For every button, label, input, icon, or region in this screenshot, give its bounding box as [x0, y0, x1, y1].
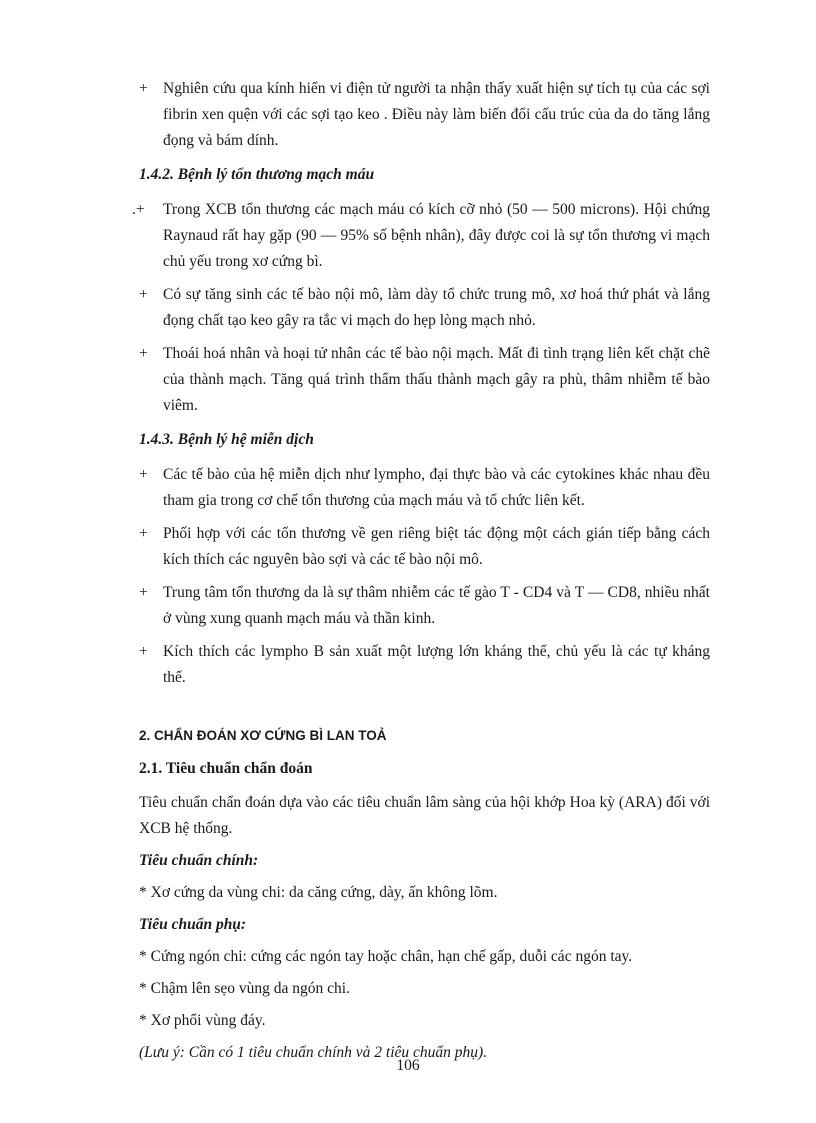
- bullet-mark: +: [139, 584, 148, 601]
- bullet-text: Kích thích các lympho B sản xuất một lượng lớn kháng thể, chủ yếu là các tự kháng thể.: [163, 643, 710, 686]
- bullet-text: Trong XCB tổn thương các mạch máu có kích cỡ nhỏ (50 — 500 microns). Hội chứng Raynaud rất hay gặp (90 — 95% số bệnh nhân), đây được coi là sự tổn thương vi mạch chủ yếu trong xơ cứng bì.: [163, 201, 710, 270]
- bullet-mark: +: [139, 80, 148, 97]
- intro-paragraph: Tiêu chuẩn chẩn đoán dựa vào các tiêu chuẩn lâm sàng của hội khớp Hoa kỳ (ARA) đối với XCB hệ thống.: [139, 794, 710, 837]
- bullet-item: [139, 521, 710, 573]
- bullet-item: [139, 639, 710, 691]
- bullet-item: [132, 197, 710, 275]
- bullet-item: [139, 580, 710, 632]
- major-criteria-label: Tiêu chuẩn chính:: [139, 852, 259, 869]
- section-heading-1-4-3: 1.4.3. Bệnh lý hệ miễn dịch: [139, 431, 314, 448]
- bullet-text: Có sự tăng sinh các tế bào nội mô, làm dày tổ chức trung mô, xơ hoá thứ phát và lắng đọng chất tạo keo gây ra tắc vi mạch do hẹp lòng mạch nhỏ.: [163, 286, 710, 329]
- section-heading-1-4-2: 1.4.2. Bệnh lý tổn thương mạch máu: [139, 166, 375, 183]
- criteria-note: (Lưu ý: Cần có 1 tiêu chuẩn chính và 2 tiêu chuẩn phụ).: [139, 1044, 488, 1061]
- page-number: 106: [396, 1057, 420, 1074]
- bullet-item: [139, 282, 710, 334]
- bullet-mark: +: [139, 643, 148, 660]
- bullet-text: Thoái hoá nhân và hoại tử nhân các tế bào nội mạch. Mất đi tình trạng liên kết chặt chẽ của thành mạch. Tăng quá trình thẩm thấu thành mạch gây ra phù, thâm nhiễm tế bào viêm.: [163, 345, 710, 414]
- bullet-text: Trung tâm tổn thương da là sự thâm nhiễm các tế gào T - CD4 và T — CD8, nhiều nhất ở vùng xung quanh mạch máu và thần kinh.: [163, 584, 710, 627]
- bullet-text: Phối hợp với các tổn thương về gen riêng biệt tác động một cách gián tiếp bằng cách kích thích các nguyên bào sợi và các tế bào nội mô.: [163, 525, 710, 568]
- minor-criteria-item: * Chậm lên sẹo vùng da ngón chi.: [139, 980, 350, 997]
- section-heading-2-1: 2.1. Tiêu chuẩn chẩn đoán: [139, 760, 313, 777]
- section-heading-2: 2. CHẨN ĐOÁN XƠ CỨNG BÌ LAN TOẢ: [139, 728, 387, 743]
- bullet-item: [139, 462, 710, 514]
- minor-criteria-item: * Xơ phổi vùng đáy.: [139, 1012, 266, 1029]
- bullet-mark: +: [139, 466, 148, 483]
- bullet-text: Các tế bào của hệ miễn dịch như lympho, đại thực bào và các cytokines khác nhau đều tham gia trong cơ chế tổn thương của mạch máu và tổ chức liên kết.: [163, 466, 710, 509]
- bullet-mark: .+: [132, 201, 145, 218]
- major-criteria-item: * Xơ cứng da vùng chi: da căng cứng, dày, ấn không lõm.: [139, 884, 498, 901]
- bullet-item: [139, 341, 710, 419]
- page-content: [132, 76, 710, 1066]
- bullet-text: Nghiên cứu qua kính hiển vi điện tử người ta nhận thấy xuất hiện sự tích tụ của các sợi fibrin xen quện với các sợi tạo keo . Điều này làm biến đổi cấu trúc của da do tăng lắng đọng và bám dính.: [163, 80, 710, 149]
- bullet-mark: +: [139, 286, 148, 303]
- bullet-mark: +: [139, 345, 148, 362]
- bullet-item: [139, 76, 710, 154]
- bullet-mark: +: [139, 525, 148, 542]
- minor-criteria-item: * Cứng ngón chi: cứng các ngón tay hoặc chân, hạn chế gấp, duỗi các ngón tay.: [139, 948, 633, 965]
- minor-criteria-label: Tiêu chuẩn phụ:: [139, 916, 247, 933]
